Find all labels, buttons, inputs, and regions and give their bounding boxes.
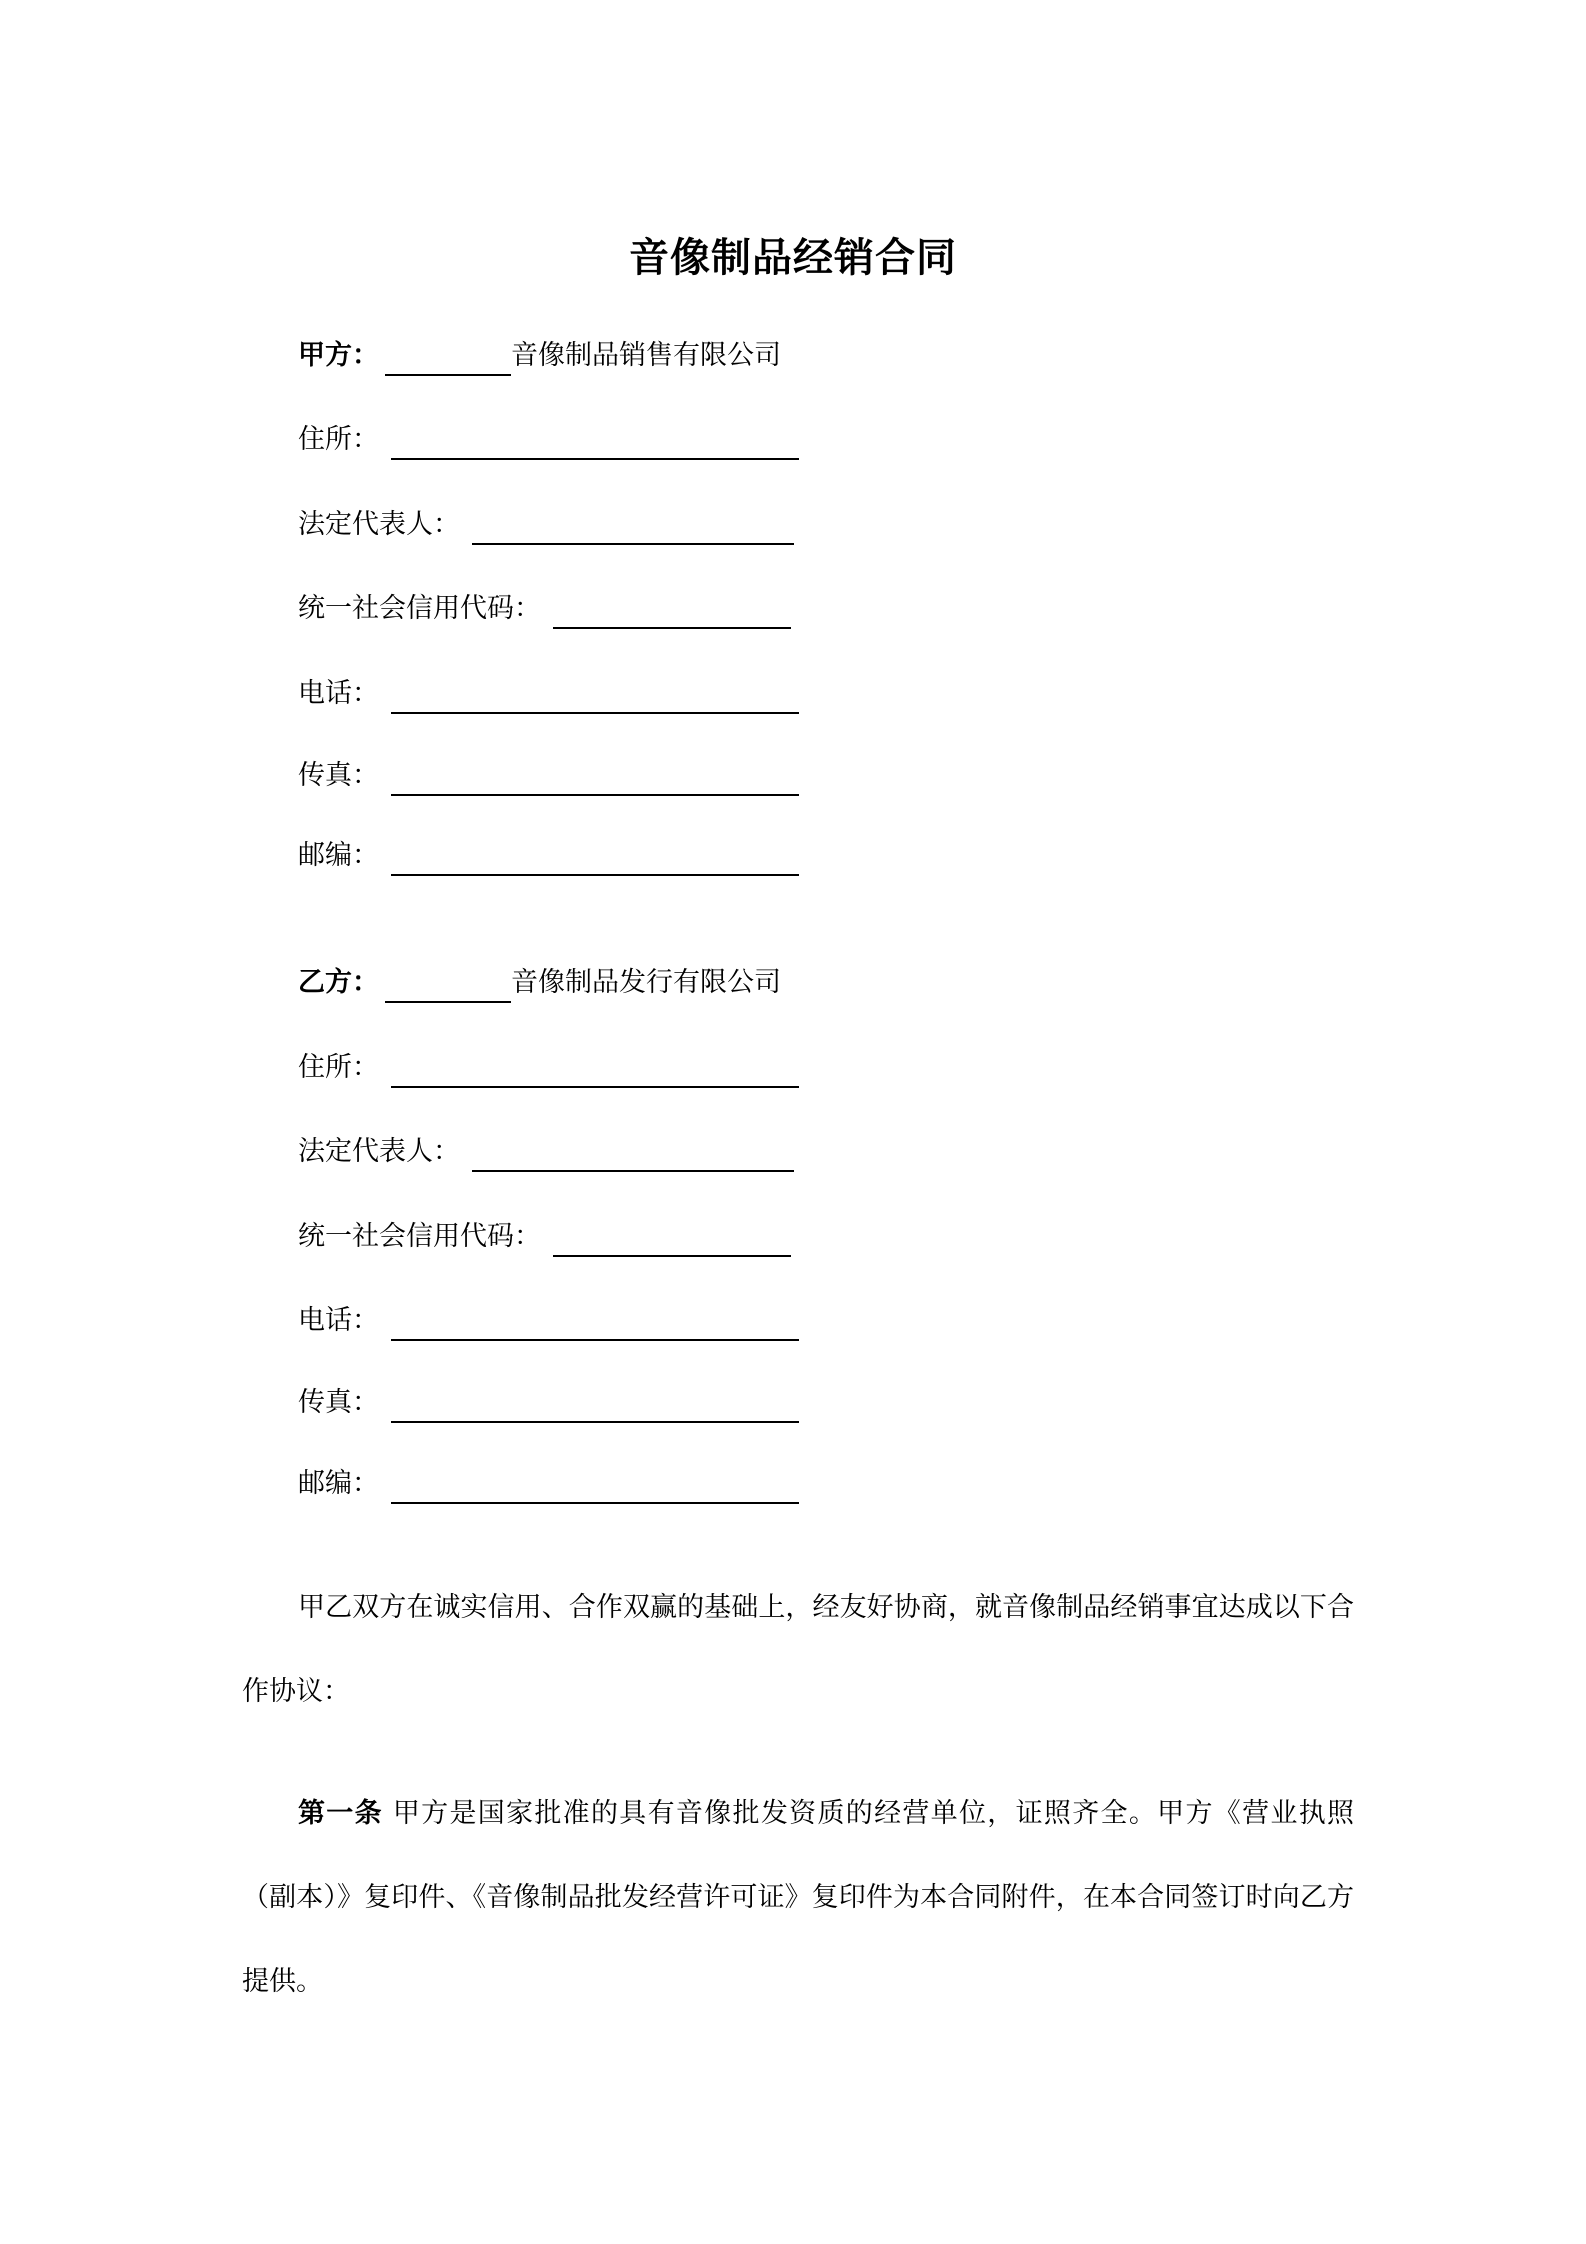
party-a-representative-label: 法定代表人： xyxy=(298,509,460,540)
party-b-name-suffix: 音像制品发行有限公司 xyxy=(511,967,781,998)
party-a-name-blank xyxy=(385,338,511,376)
party-a-fax-label: 传真： xyxy=(298,760,379,791)
party-a-name-row xyxy=(298,328,781,376)
document-title: 音像制品经销合同 xyxy=(629,235,957,281)
party-b-postcode-label: 邮编： xyxy=(298,1468,379,1499)
party-a-credit-code-blank xyxy=(553,591,791,629)
article-1-paragraph xyxy=(242,1772,1354,2024)
intro-paragraph: 甲乙双方在诚实信用、合作双赢的基础上，经友好协商，就音像制品经销事宜达成以下合作协议： xyxy=(242,1592,1354,1707)
party-b-representative-blank xyxy=(472,1134,794,1172)
article-1-text: 甲方是国家批准的具有音像批发资质的经营单位，证照齐全。甲方《营业执照（副本）》复印件、《音像制品批发经营许可证》复印件为本合同附件，在本合同签订时向乙方提供。 xyxy=(242,1798,1354,1997)
party-a-representative-blank xyxy=(472,507,794,545)
party-b-postcode-blank xyxy=(391,1466,799,1504)
party-a-representative-row xyxy=(298,497,794,545)
article-1-lead: 第一条 xyxy=(298,1798,383,1829)
party-b-label: 乙方： xyxy=(298,967,379,998)
party-a-credit-code-row xyxy=(298,581,791,629)
party-b-representative-row xyxy=(298,1124,794,1172)
party-b-address-blank xyxy=(391,1050,799,1088)
party-b-fax-label: 传真： xyxy=(298,1387,379,1418)
party-a-name-suffix: 音像制品销售有限公司 xyxy=(511,340,781,371)
party-b-phone-label: 电话： xyxy=(298,1305,379,1336)
party-b-representative-label: 法定代表人： xyxy=(298,1136,460,1167)
party-a-postcode-label: 邮编： xyxy=(298,840,379,871)
party-b-phone-row xyxy=(298,1293,799,1341)
party-a-address-label: 住所： xyxy=(298,424,379,455)
party-b-address-row xyxy=(298,1040,799,1088)
party-a-postcode-row xyxy=(298,828,799,876)
party-b-credit-code-row xyxy=(298,1209,791,1257)
party-b-fax-blank xyxy=(391,1385,799,1423)
party-b-name-blank xyxy=(385,965,511,1003)
party-a-phone-blank xyxy=(391,676,799,714)
party-a-label: 甲方： xyxy=(298,340,379,371)
party-b-name-row xyxy=(298,955,781,1003)
party-a-address-row xyxy=(298,412,799,460)
party-b-address-label: 住所： xyxy=(298,1052,379,1083)
party-b-postcode-row xyxy=(298,1456,799,1504)
party-a-fax-blank xyxy=(391,758,799,796)
party-a-phone-row xyxy=(298,666,799,714)
party-b-fax-row xyxy=(298,1375,799,1423)
party-a-phone-label: 电话： xyxy=(298,678,379,709)
party-b-phone-blank xyxy=(391,1303,799,1341)
party-a-credit-code-label: 统一社会信用代码： xyxy=(298,593,541,624)
party-a-postcode-blank xyxy=(391,838,799,876)
party-a-fax-row xyxy=(298,748,799,796)
party-b-credit-code-label: 统一社会信用代码： xyxy=(298,1221,541,1252)
party-b-credit-code-blank xyxy=(553,1219,791,1257)
party-a-address-blank xyxy=(391,422,799,460)
